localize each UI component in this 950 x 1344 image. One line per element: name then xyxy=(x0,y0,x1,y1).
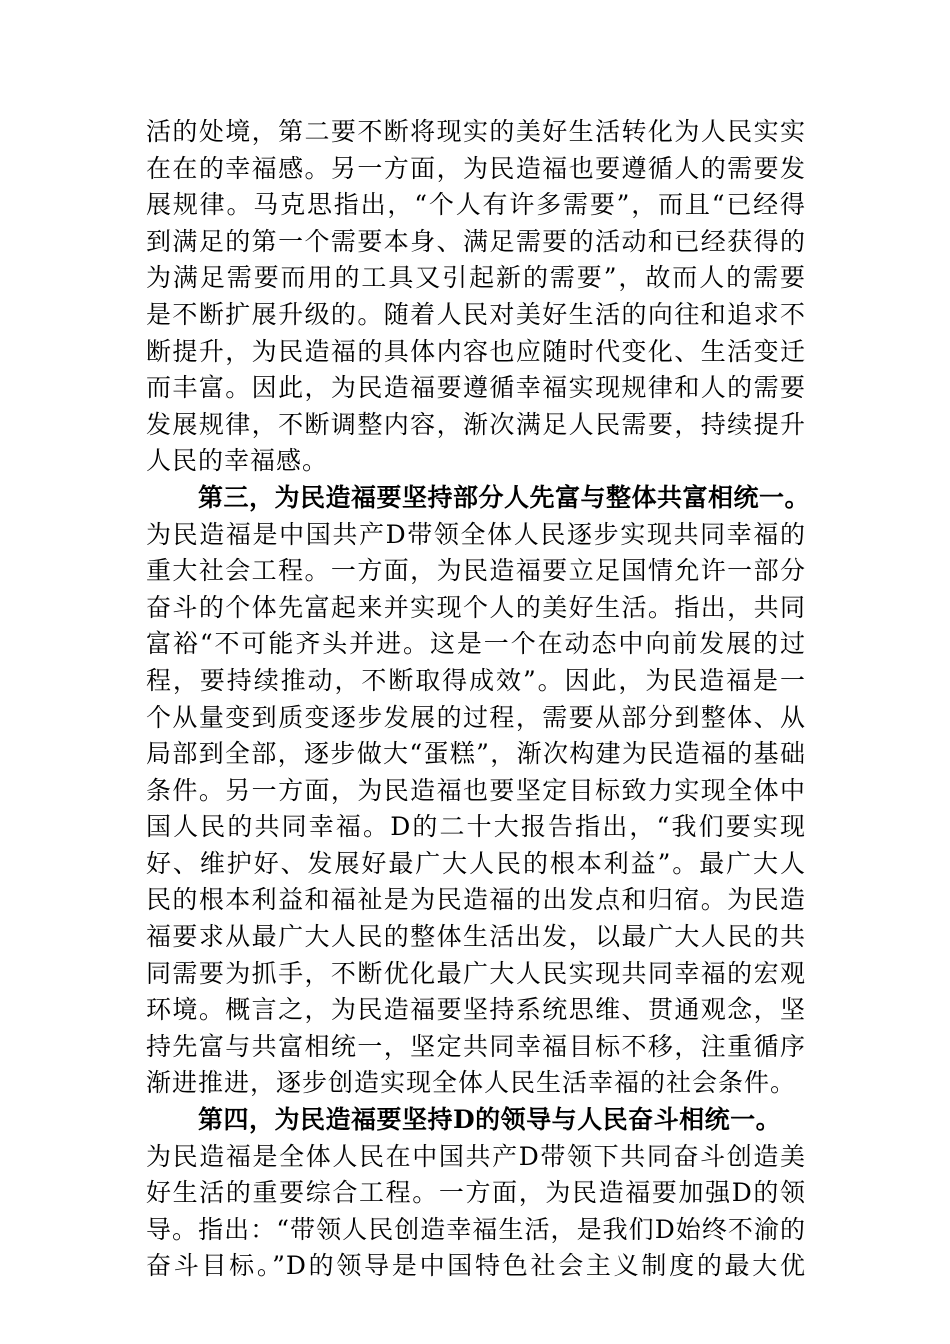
paragraph-second-point-continuation: 活的处境，第二要不断将现实的美好生活转化为人民实实在在的幸福感。另一方面，为民造福也要遵循人的需要发展规律。马克思指出，“个人有许多需要”，而且“已经得到满足的第一个需要本身、满足需要的活动和已经获得的为满足需要而用的工具又引起新的需要”，故而人的需要是不断扩展升级的。随着人民对美好生活的向往和追求不断提升，为民造福的具体内容也应随时代变化、生活变迁而丰富。因此，为民造福要遵循幸福实现规律和人的需要发展规律，不断调整内容，渐次满足人民需要，持续提升人民的幸福感。 xyxy=(146,117,806,476)
paragraph-fourth-point: 为民造福是全体人民在中国共产D带领下共同奋斗创造美好生活的重要综合工程。一方面，为民造福要加强D的领导。指出：“带领人民创造幸福生活，是我们D始终不渝的奋斗目标。”D的领导是中国特色社会主义制度的最大优 xyxy=(146,1141,806,1281)
heading-fourth-point: 第四，为民造福要坚持D的领导与人民奋斗相统一。 xyxy=(198,1105,782,1135)
heading-third-point: 第三，为民造福要坚持部分人先富与整体共富相统一。 xyxy=(198,482,811,512)
document-body xyxy=(146,114,811,1285)
paragraph-third-point: 为民造福是中国共产D带领全体人民逐步实现共同幸福的重大社会工程。一方面，为民造福要立足国情允许一部分奋斗的个体先富起来并实现个人的美好生活。指出，共同富裕“不可能齐头并进。这是一个在动态中向前发展的过程，要持续推动，不断取得成效”。因此，为民造福是一个从量变到质变逐步发展的过程，需要从部分到整体、从局部到全部，逐步做大“蛋糕”，渐次构建为民造福的基础条件。另一方面，为民造福也要坚定目标致力实现全体中国人民的共同幸福。D的二十大报告指出，“我们要实现好、维护好、发展好最广大人民的根本利益”。最广大人民的根本利益和福祉是为民造福的出发点和归宿。为民造福要求从最广大人民的整体生活出发，以最广大人民的共同需要为抓手，不断优化最广大人民实现共同幸福的宏观环境。概言之，为民造福要坚持系统思维、贯通观念，坚持先富与共富相统一，坚定共同幸福目标不移，注重循序渐进推进，逐步创造实现全体人民生活幸福的社会条件。 xyxy=(146,519,806,1098)
